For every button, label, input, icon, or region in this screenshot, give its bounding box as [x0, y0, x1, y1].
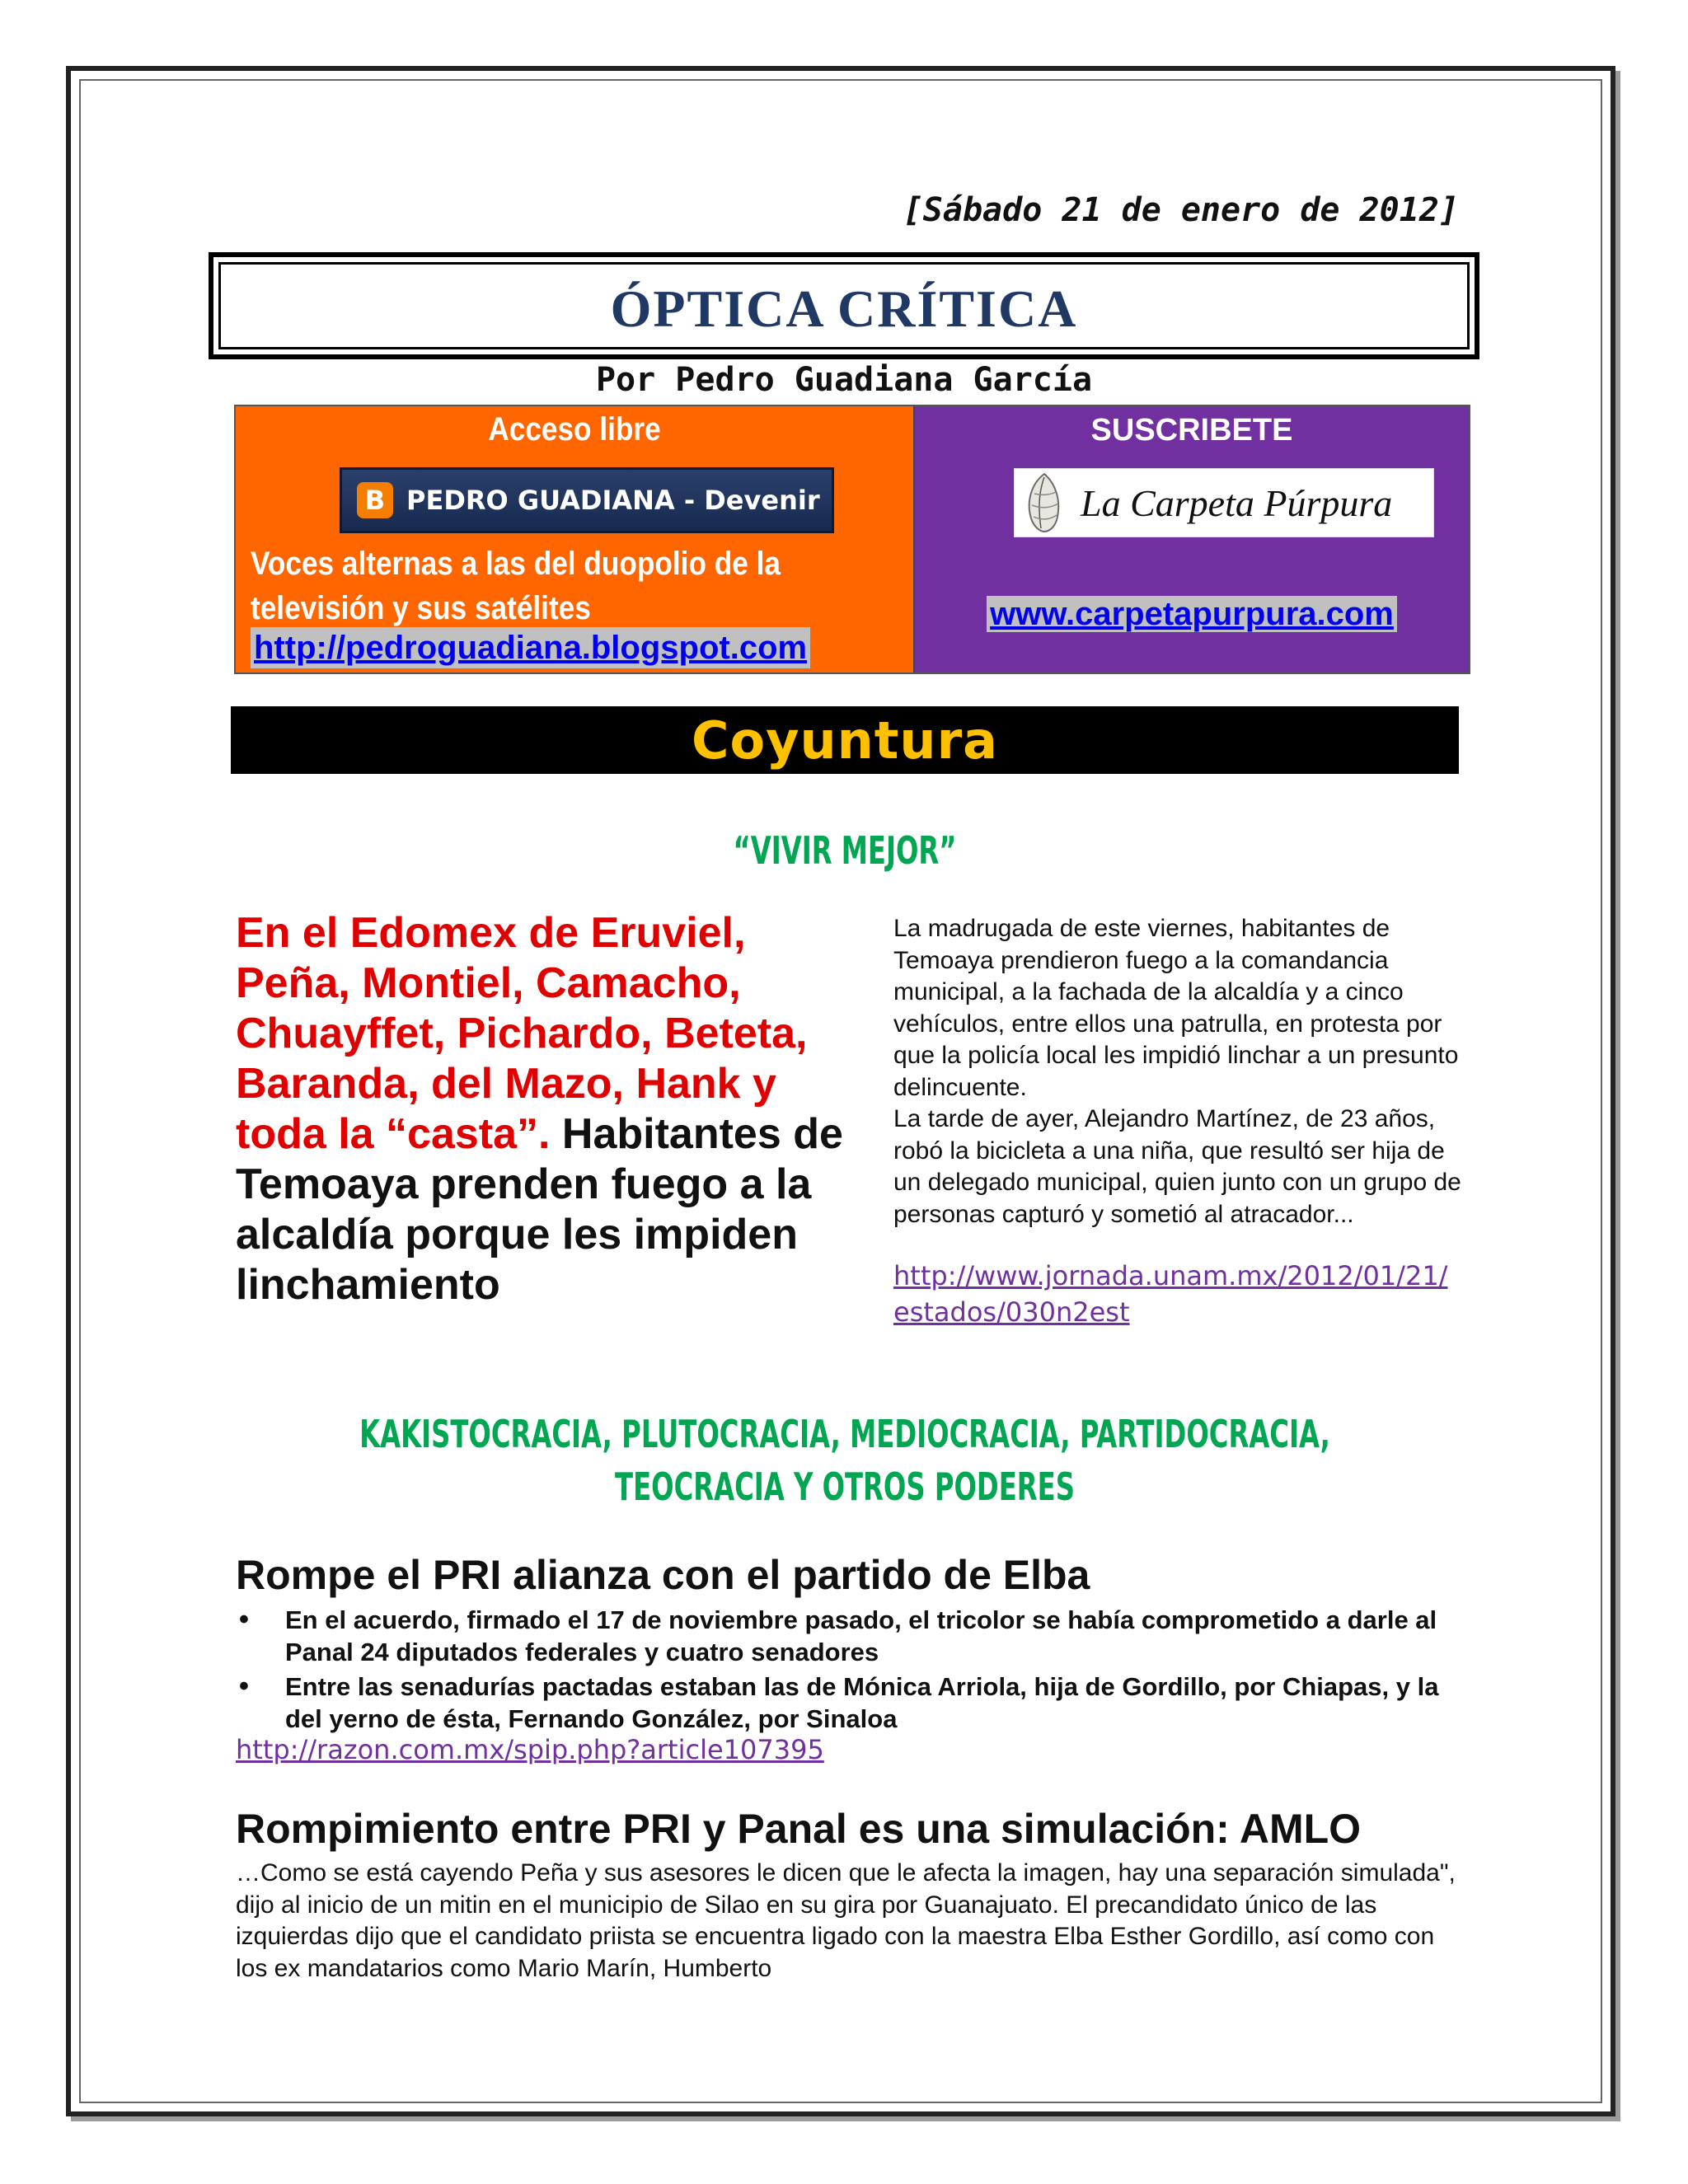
promo-table	[234, 405, 1470, 674]
story1-body-p2: La tarde de ayer, Alejandro Martínez, de 23 años, robó la bicicleta a una niña, que resultó ser hija de un delegado municipal, quien junto con un grupo de personas capturó y sometió al atracador...	[893, 1105, 1461, 1228]
carpeta-link-wrap	[915, 596, 1469, 633]
blogger-icon: B	[357, 482, 393, 518]
story2-title: Rompe el PRI alianza con el partido de Elba	[236, 1552, 1090, 1598]
list-item: • En el acuerdo, firmado el 17 de noviembre pasado, el tricolor se había comprometido a darle al Panal 24 diputados federales y cuatro senadores	[236, 1604, 1472, 1668]
story2-link[interactable]: http://razon.com.mx/spip.php?article107395	[236, 1734, 824, 1765]
blog-banner-label: PEDRO GUADIANA - Devenir	[406, 485, 820, 516]
free-access-heading: Acceso libre	[488, 411, 661, 448]
section-title: Coyuntura	[692, 710, 998, 771]
story1-kicker: “VIVIR MEJOR”	[733, 828, 957, 873]
story1-body	[893, 913, 1470, 1230]
promo-tagline: Voces alternas a las del duopolio de la televisión y sus satélites	[251, 546, 781, 626]
byline: Por Pedro Guadiana García	[595, 361, 1093, 399]
carpeta-banner-label: La Carpeta Púrpura	[1081, 481, 1393, 524]
story3-body: …Como se está cayendo Peña y sus asesores le dicen que le afecta la imagen, hay una separación simulada", dijo al inicio de un mitin en el municipio de Silao en su gira por Guanajuato. El precandidato único de las izquierdas dijo que el candidato priista se encuentra ligado con la maestra Elba Esther Gordillo, así como con los ex mandatarios como Mario Marín, Humberto	[236, 1859, 1456, 1982]
carpeta-banner[interactable]	[1014, 468, 1434, 537]
issue-date: [Sábado 21 de enero de 2012]	[903, 191, 1459, 229]
story1-headline-red: En el Edomex de Eruviel, Peña, Montiel, Camacho, Chuayffet, Pichardo, Beteta, Baranda, del Mazo, Hank y toda la “casta”.	[236, 909, 808, 1158]
story1-headline	[236, 908, 846, 1310]
section2-kicker: KAKISTOCRACIA, PLUTOCRACIA, MEDIOCRACIA, PARTIDOCRACIA, TEOCRACIA Y OTROS PODERES	[359, 1412, 1330, 1509]
carpeta-link[interactable]: www.carpetapurpura.com	[987, 596, 1397, 632]
story1-headline-black: Habitantes de Temoaya prenden fuego a la alcaldía porque les impiden linchamiento	[236, 1110, 843, 1309]
subscribe-heading: SUSCRIBETE	[1090, 413, 1293, 448]
story1-body-p1: La madrugada de este viernes, habitantes de Temoaya prendieron fuego a la comandancia municipal, a la fachada de la alcaldía y a cinco vehículos, entre ellos una patrulla, en protesta por que la policía local les impidió linchar a un presunto delincuente.	[893, 915, 1459, 1101]
masthead-box	[209, 252, 1479, 359]
list-item: • Entre las senadurías pactadas estaban las de Mónica Arriola, hija de Gordillo, por Chiapas, y la del yerno de ésta, Fernando González, por Sinaloa	[236, 1671, 1472, 1735]
masthead-title: ÓPTICA CRÍTICA	[610, 279, 1078, 338]
section-bar	[231, 706, 1459, 774]
story3-title: Rompimiento entre PRI y Panal es una simulación: AMLO	[236, 1806, 1362, 1852]
masthead-inner	[218, 262, 1470, 349]
blog-link[interactable]: http://pedroguadiana.blogspot.com	[251, 627, 810, 668]
promo-subscribe	[915, 406, 1469, 673]
blog-banner[interactable]	[340, 467, 834, 533]
promo-free-access	[236, 406, 915, 673]
story2-bullets	[236, 1604, 1472, 1737]
story1-link[interactable]: http://www.jornada.unam.mx/2012/01/21/estados/030n2est	[893, 1260, 1448, 1328]
shell-icon	[1020, 471, 1069, 535]
